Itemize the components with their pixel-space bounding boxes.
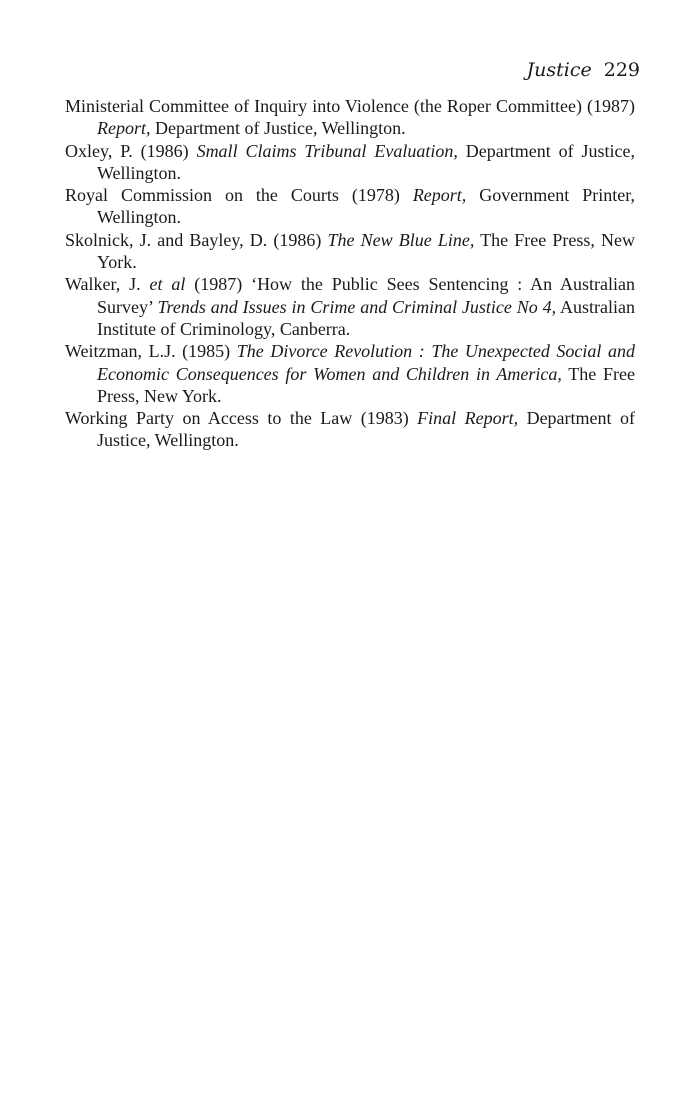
reference-entry [65,140,635,185]
reference-entry [65,273,635,340]
reference-publisher: Australian Institute of Criminology, Canberra. [97,296,636,339]
reference-authors-year: Royal Commission on the Courts (1978) [65,185,413,206]
reference-et-al: et al [149,274,186,295]
reference-publisher: Department of Justice, Wellington. [97,140,636,183]
page-number: 229 [603,59,640,81]
reference-year-article: (1987) ‘How the Public Sees Sentencing : An Australian Survey’ [97,274,635,317]
reference-title: The New Blue Line, [327,229,475,250]
reference-entry [65,229,635,274]
reference-authors-year: Skolnick, J. and Bayley, D. (1986) [65,229,328,250]
reference-title: Final Report, [417,408,519,429]
reference-title: Trends and Issues in Crime and Criminal Justice No 4, [157,296,557,317]
reference-title: The Divorce Revolution : The Unexpected Social and Economic Consequences for Women and Children in America, [97,341,635,384]
reference-authors-year: Oxley, P. (1986) [65,140,197,161]
reference-publisher: Department of Justice, Wellington. [97,408,635,451]
reference-title: Report, [412,185,467,206]
reference-publisher: Government Printer, Wellington. [97,185,635,228]
reference-publisher: The Free Press, New York. [97,229,635,273]
reference-entry [65,95,635,140]
reference-authors: Walker, J. [65,274,150,295]
reference-publisher: The Free Press, New York. [97,363,635,406]
reference-title: Report, [97,118,151,139]
reference-authors-year: Ministerial Committee of Inquiry into Violence (the Roper Committee) (1987) [65,96,635,116]
running-head-section: Justice [526,59,592,81]
reference-authors-year: Weitzman, L.J. (1985) [65,341,237,362]
reference-title: Small Claims Tribunal Evaluation, [196,140,458,161]
reference-entry [65,340,635,407]
reference-entry [65,407,635,452]
reference-entry [65,184,635,229]
reference-list [65,95,635,452]
reference-publisher: Department of Justice, Wellington. [150,118,406,139]
running-head [527,58,640,82]
reference-authors-year: Working Party on Access to the Law (1983) [65,408,418,429]
